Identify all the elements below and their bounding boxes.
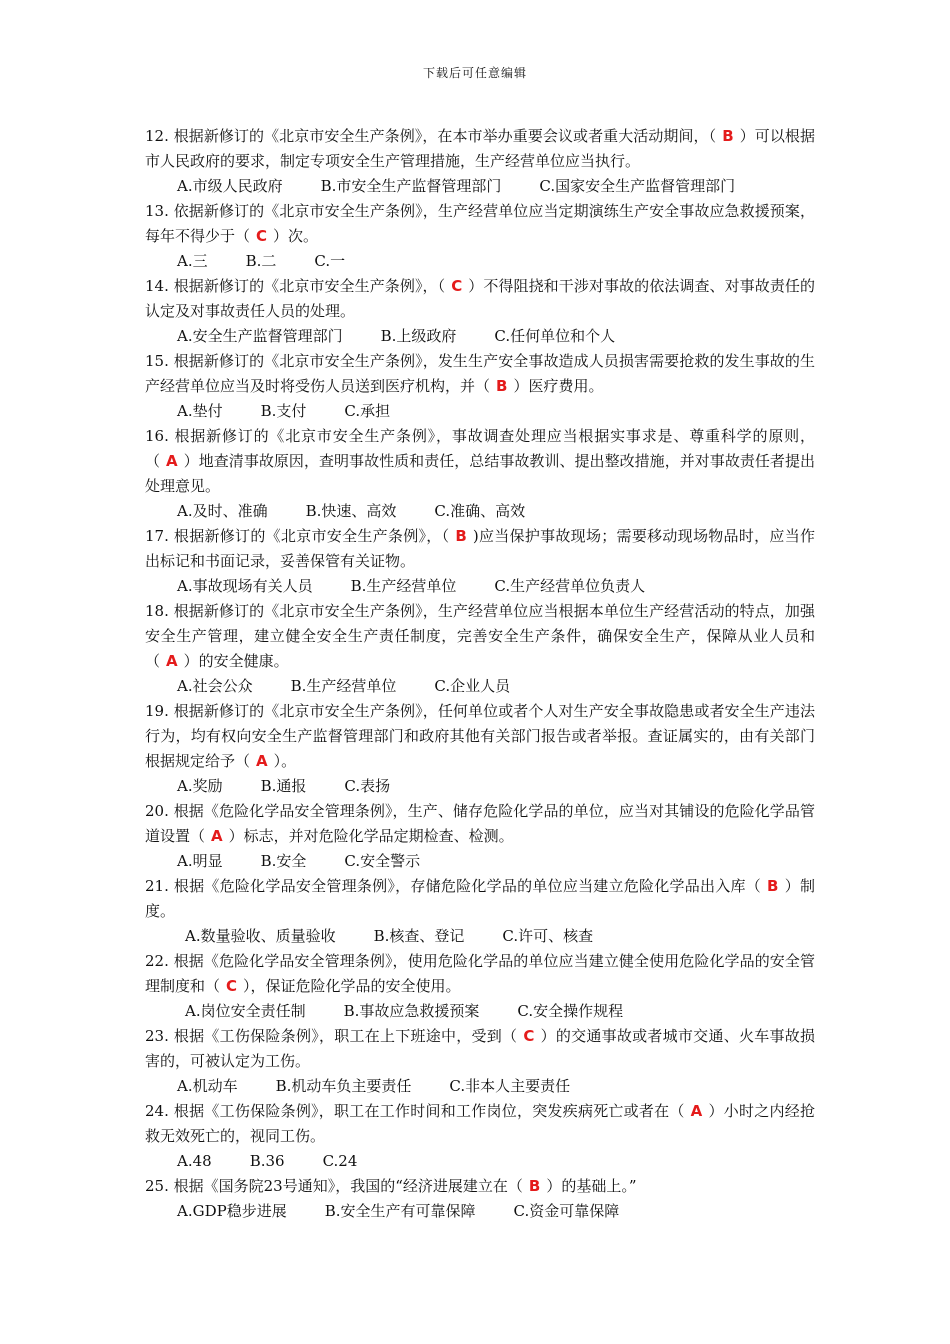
question-stem: 20. 根据《危险化学品安全管理条例》，生产、储存危险化学品的单位，应当对其铺设的危险化学品管道设置（ [145, 802, 815, 845]
option-row [145, 324, 815, 349]
option-b: B.核查、登记 [373, 927, 465, 945]
question-stem: 17. 根据新修订的《北京市安全生产条例》，（ [145, 527, 450, 545]
question-stem: 22. 根据《危险化学品安全管理条例》，使用危险化学品的单位应当建立健全使用危险化学品的安全管理制度和（ [145, 952, 815, 995]
option-a: A.48 [177, 1152, 212, 1170]
option-b: B.机动车负主要责任 [275, 1077, 412, 1095]
question-stem-tail: ）次。 [273, 227, 319, 245]
question-item [145, 799, 815, 874]
answer-mark: B [767, 877, 779, 895]
option-c: C.准确、高效 [434, 502, 526, 520]
option-row [145, 1149, 815, 1174]
option-a: A.明显 [177, 852, 223, 870]
question-stem: 16. 根据新修订的《北京市安全生产条例》，事故调查处理应当根据实事求是、尊重科学的原则，（ [145, 427, 815, 470]
question-stem: 21. 根据《危险化学品安全管理条例》，存储危险化学品的单位应当建立危险化学品出入库（ [145, 877, 762, 895]
question-stem: 15. 根据新修订的《北京市安全生产条例》，发生生产安全事故造成人员损害需要抢救的发生事故的生产经营单位应当及时将受伤人员送到医疗机构，并（ [145, 352, 815, 395]
option-c: C.一 [314, 252, 346, 270]
question-stem: 25. 根据《国务院23号通知》，我国的“经济进展建立在（ [145, 1177, 523, 1195]
option-b: B.生产经营单位 [350, 577, 457, 595]
answer-mark: C [256, 227, 268, 245]
question-stem-tail: ）。 [273, 752, 297, 770]
option-c: C.企业人员 [434, 677, 511, 695]
question-text [145, 124, 815, 174]
option-c: C.表扬 [344, 777, 391, 795]
question-item [145, 199, 815, 274]
answer-mark: B [528, 1177, 541, 1195]
answer-mark: A [690, 1102, 703, 1120]
question-text [145, 1174, 815, 1199]
option-c: C.资金可靠保障 [513, 1202, 620, 1220]
option-c: C.承担 [344, 402, 391, 420]
question-text [145, 949, 815, 999]
option-c: C.生产经营单位负责人 [494, 577, 646, 595]
option-row [145, 174, 815, 199]
question-item [145, 949, 815, 1024]
option-a: A.三 [177, 252, 208, 270]
answer-mark: B [455, 527, 467, 545]
question-text [145, 699, 815, 774]
question-item [145, 1099, 815, 1174]
question-text [145, 424, 815, 499]
option-b: B.支付 [260, 402, 307, 420]
question-item [145, 1024, 815, 1099]
option-row [145, 774, 815, 799]
question-stem-tail: ）的基础上。” [546, 1177, 637, 1195]
answer-mark: A [211, 827, 223, 845]
option-b: B.事故应急救援预案 [343, 1002, 480, 1020]
option-row [145, 499, 815, 524]
option-row [145, 574, 815, 599]
question-stem-tail: ）地查清事故原因，查明事故性质和责任，总结事故教训、提出整改措施，并对事故责任者提出处理意见。 [145, 452, 815, 495]
option-a: A.岗位安全责任制 [185, 1002, 306, 1020]
question-stem: 24. 根据《工伤保险条例》，职工在工作时间和工作岗位，突发疾病死亡或者在（ [145, 1102, 685, 1120]
question-stem-tail: ）标志，并对危险化学品定期检查、检测。 [228, 827, 514, 845]
option-a: A.安全生产监督管理部门 [177, 327, 343, 345]
question-stem-tail: ）可以根据市人民政府的要求，制定专项安全生产管理措施，生产经营单位应当执行。 [145, 127, 815, 170]
question-stem-tail: ）不得阻挠和干涉对事故的依法调查、对事故责任的认定及对事故责任人员的处理。 [145, 277, 815, 320]
question-stem: 19. 根据新修订的《北京市安全生产条例》，任何单位或者个人对生产安全事故隐患或者安全生产违法行为，均有权向安全生产监督管理部门和政府其他有关部门报告或者举报。查证属实的，由有关部门根据规定给予（ [145, 702, 815, 770]
option-c: C.安全警示 [344, 852, 421, 870]
option-c: C.非本人主要责任 [449, 1077, 571, 1095]
option-b: B.安全 [260, 852, 307, 870]
option-b: B.二 [245, 252, 277, 270]
answer-mark: A [166, 452, 178, 470]
option-a: A.社会公众 [177, 677, 253, 695]
option-row [145, 1074, 815, 1099]
question-item [145, 1174, 815, 1224]
question-stem-tail: ）医疗费用。 [513, 377, 604, 395]
option-c: C.许可、核查 [502, 927, 594, 945]
question-item [145, 699, 815, 799]
option-a: A.机动车 [177, 1077, 238, 1095]
answer-mark: C [451, 277, 463, 295]
question-stem: 23. 根据《工伤保险条例》，职工在上下班途中，受到（ [145, 1027, 518, 1045]
question-item [145, 349, 815, 424]
question-text [145, 199, 815, 249]
question-item [145, 599, 815, 699]
answer-mark: A [256, 752, 268, 770]
option-b: B.快速、高效 [305, 502, 397, 520]
question-stem: 12. 根据新修订的《北京市安全生产条例》，在本市举办重要会议或者重大活动期间，（ [145, 127, 717, 145]
question-item [145, 424, 815, 524]
question-stem: 14. 根据新修订的《北京市安全生产条例》，（ [145, 277, 446, 295]
option-row [145, 849, 815, 874]
option-b: B.市安全生产监督管理部门 [320, 177, 502, 195]
option-row [145, 249, 815, 274]
question-text [145, 799, 815, 849]
question-text [145, 599, 815, 674]
option-c: C.国家安全生产监督管理部门 [539, 177, 736, 195]
option-c: C.安全操作规程 [517, 1002, 624, 1020]
question-item [145, 274, 815, 349]
question-item [145, 124, 815, 199]
option-b: B.安全生产有可靠保障 [324, 1202, 476, 1220]
option-row [145, 924, 815, 949]
question-text [145, 274, 815, 324]
question-stem: 13. 依据新修订的《北京市安全生产条例》，生产经营单位应当定期演练生产安全事故应急救援预案，每年不得少于（ [145, 202, 815, 245]
answer-mark: A [166, 652, 178, 670]
option-c: C.24 [322, 1152, 358, 1170]
question-stem: 18. 根据新修订的《北京市安全生产条例》，生产经营单位应当根据本单位生产经营活动的特点，加强安全生产管理，建立健全安全生产责任制度，完善安全生产条件，确保安全生产，保障从业人员和（ [145, 602, 815, 670]
question-text [145, 349, 815, 399]
question-text [145, 524, 815, 574]
question-text [145, 1024, 815, 1074]
answer-mark: C [523, 1027, 535, 1045]
option-a: A.事故现场有关人员 [177, 577, 313, 595]
option-a: A.市级人民政府 [177, 177, 283, 195]
option-b: B.36 [249, 1152, 285, 1170]
question-stem-tail: ）小时之内经抢救无效死亡的，视同工伤。 [145, 1102, 815, 1145]
option-b: B.生产经营单位 [290, 677, 397, 695]
question-text [145, 874, 815, 924]
option-c: C.任何单位和个人 [494, 327, 616, 345]
question-stem-tail: )应当保护事故现场；需要移动现场物品时，应当作出标记和书面记录，妥善保管有关证物。 [145, 527, 815, 570]
option-a: A.GDP稳步进展 [177, 1202, 287, 1220]
option-a: A.数量验收、质量验收 [185, 927, 336, 945]
question-stem-tail: ）的交通事故或者城市交通、火车事故损害的，可被认定为工伤。 [145, 1027, 815, 1070]
question-stem-tail: ）制度。 [145, 877, 815, 920]
option-row [145, 674, 815, 699]
option-b: B.通报 [260, 777, 307, 795]
page-header: 下载后可任意编辑 [422, 66, 527, 80]
answer-mark: B [722, 127, 734, 145]
answer-mark: C [226, 977, 238, 995]
question-list [145, 124, 815, 1224]
option-b: B.上级政府 [380, 327, 457, 345]
option-row [145, 399, 815, 424]
question-item [145, 874, 815, 949]
option-a: A.垫付 [177, 402, 223, 420]
answer-mark: B [496, 377, 508, 395]
question-item [145, 524, 815, 599]
option-a: A.及时、准确 [177, 502, 268, 520]
option-row [145, 999, 815, 1024]
question-stem-tail: ），保证危险化学品的安全使用。 [243, 977, 461, 995]
option-row [145, 1199, 815, 1224]
question-text [145, 1099, 815, 1149]
option-a: A.奖励 [177, 777, 223, 795]
question-stem-tail: ）的安全健康。 [183, 652, 289, 670]
